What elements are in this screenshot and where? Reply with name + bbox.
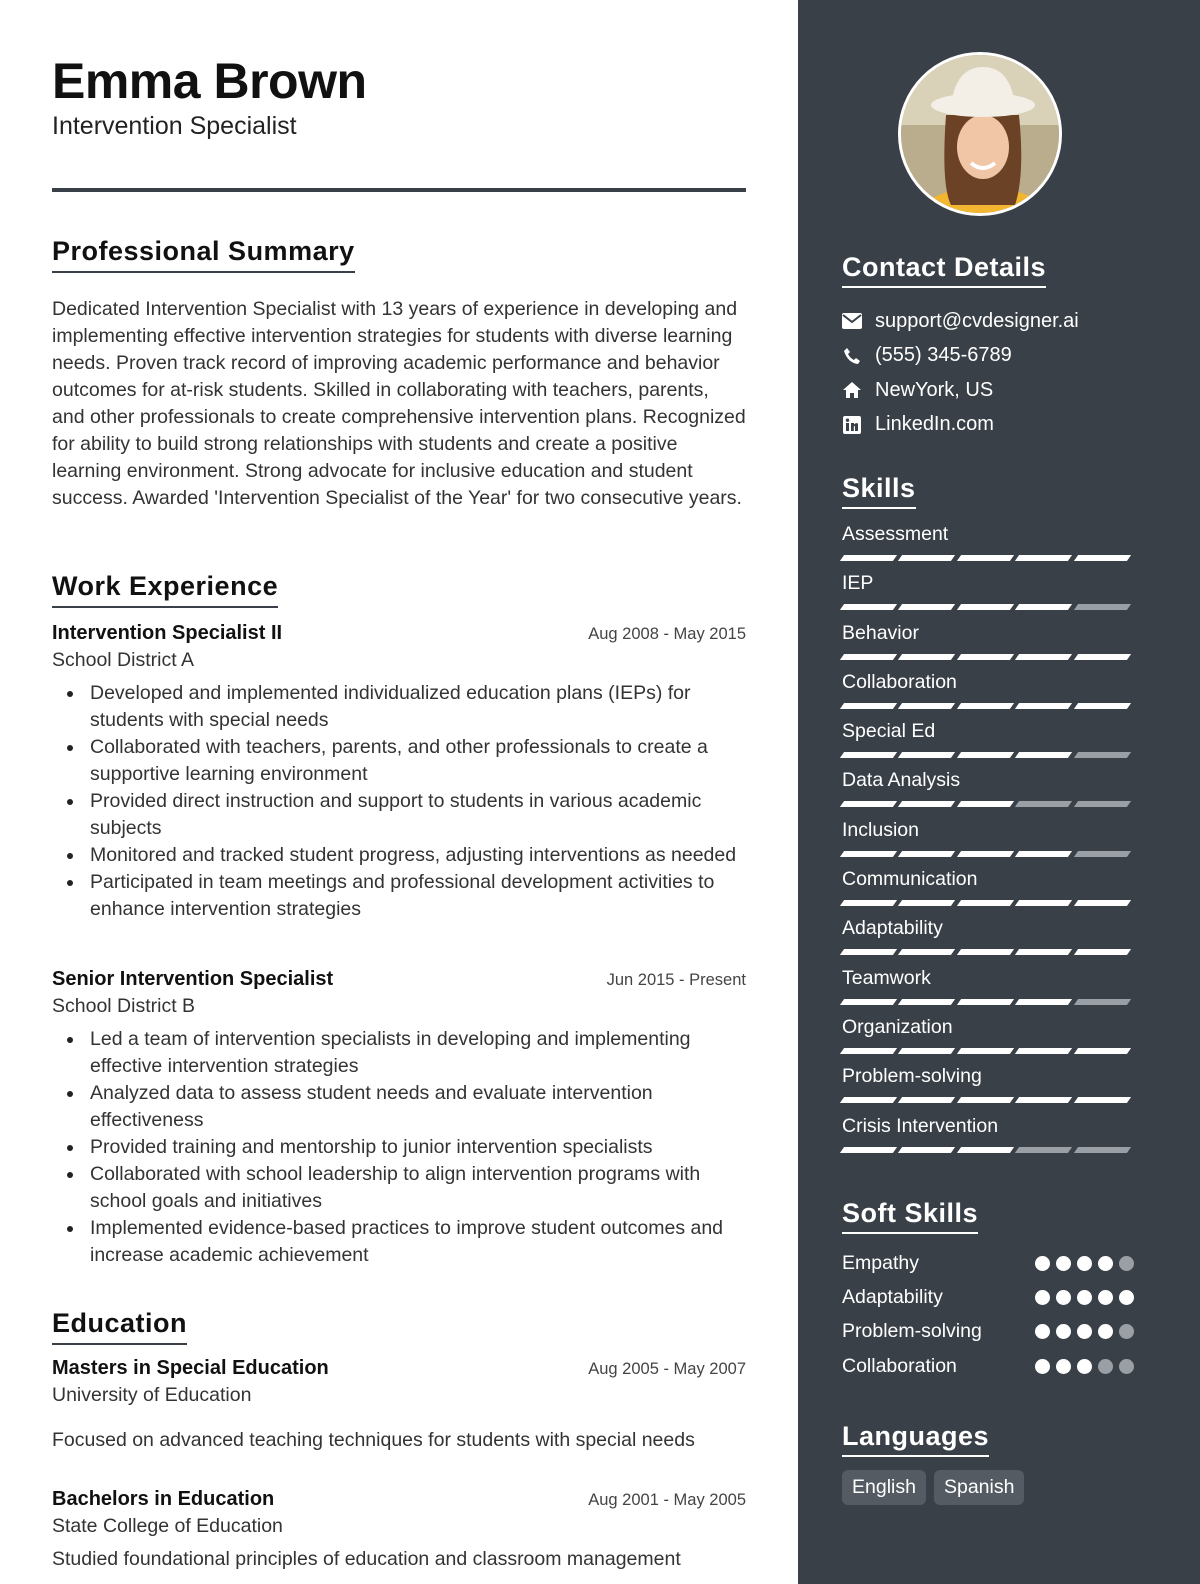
soft-skill-rating xyxy=(1029,1256,1134,1271)
skill-level-segment xyxy=(1074,851,1132,857)
contact-text: (555) 345-6789 xyxy=(875,344,1012,367)
skill-level-segment xyxy=(1074,555,1132,561)
skill-level-bar xyxy=(842,654,1134,660)
contact-location xyxy=(842,373,1079,408)
list-item: Provided training and mentorship to junior intervention specialists xyxy=(52,1134,746,1161)
profile-photo xyxy=(898,52,1062,216)
skill-level-segment xyxy=(840,604,898,610)
job-org: School District A xyxy=(52,649,194,671)
rating-dot xyxy=(1119,1324,1134,1339)
skill-item xyxy=(842,521,1134,570)
skill-level-segment xyxy=(957,703,1015,709)
skill-level-segment xyxy=(957,604,1015,610)
rating-dot xyxy=(1077,1256,1092,1271)
languages-list xyxy=(842,1470,1032,1505)
skill-level-bar xyxy=(842,555,1134,561)
skill-level-segment xyxy=(1015,604,1073,610)
job-title: Intervention Specialist II xyxy=(52,622,283,644)
skill-level-segment xyxy=(957,851,1015,857)
skill-level-bar xyxy=(842,752,1134,758)
rating-dot xyxy=(1056,1359,1071,1374)
rating-dot xyxy=(1077,1324,1092,1339)
rating-dot xyxy=(1119,1290,1134,1305)
skill-level-segment xyxy=(1015,752,1073,758)
skill-level-segment xyxy=(957,752,1015,758)
skill-level-segment xyxy=(898,654,956,660)
education-heading: Education xyxy=(52,1308,187,1345)
rating-dot xyxy=(1119,1359,1134,1374)
skill-item xyxy=(842,669,1134,718)
skill-level-segment xyxy=(957,801,1015,807)
contact-list xyxy=(842,304,1079,442)
rating-dot xyxy=(1035,1256,1050,1271)
job-org: School District B xyxy=(52,995,196,1017)
skill-level-segment xyxy=(898,801,956,807)
skill-item xyxy=(842,1063,1134,1112)
job-date: Aug 2008 - May 2015 xyxy=(588,625,746,643)
skill-item xyxy=(842,866,1134,915)
skill-item xyxy=(842,915,1134,964)
soft-skill-label: Problem-solving xyxy=(842,1320,982,1343)
skill-label: Assessment xyxy=(842,523,949,545)
skill-level-segment xyxy=(957,900,1015,906)
skill-level-segment xyxy=(898,999,956,1005)
education-entry xyxy=(52,1488,746,1571)
soft-skill-rating xyxy=(1029,1324,1134,1339)
contact-phone[interactable] xyxy=(842,339,1079,374)
education-desc: Focused on advanced teaching techniques for students with special needs xyxy=(52,1429,695,1451)
list-item: Provided direct instruction and support to students in various academic subjects xyxy=(52,788,746,842)
envelope-icon xyxy=(842,311,862,331)
skill-level-segment xyxy=(1074,949,1132,955)
skills-heading: Skills xyxy=(842,473,916,509)
soft-skill-item xyxy=(842,1315,1134,1349)
skill-level-segment xyxy=(1015,949,1073,955)
job-entry xyxy=(52,968,746,1269)
summary-text: Dedicated Intervention Specialist with 13 years of experience in developing and implementing effective intervention strategies for students with diverse learning needs. Proven track record of improving academic performance and behavior outcomes for at-risk students. Skilled in collaborating with teachers, parents, and other professionals to create comprehensive intervention plans. Recognized for ability to build strong relationships with students and create a positive learning environment. Strong advocate for inclusive education and student success. Awarded 'Intervention Specialist of the Year' for two consecutive years. xyxy=(52,298,746,509)
skill-level-segment xyxy=(898,1097,956,1103)
work-heading: Work Experience xyxy=(52,571,278,608)
skill-level-segment xyxy=(1074,604,1132,610)
skill-level-bar xyxy=(842,1147,1134,1153)
skill-item xyxy=(842,965,1134,1014)
skill-level-bar xyxy=(842,900,1134,906)
soft-skill-rating xyxy=(1029,1359,1134,1374)
skill-level-segment xyxy=(840,900,898,906)
degree-title: Masters in Special Education xyxy=(52,1357,329,1379)
linkedin-icon xyxy=(842,415,862,435)
skill-label: Teamwork xyxy=(842,966,931,989)
skill-level-segment xyxy=(1074,654,1132,660)
skill-level-bar xyxy=(842,703,1134,709)
rating-dot xyxy=(1119,1256,1134,1271)
candidate-role: Intervention Specialist xyxy=(52,112,297,140)
skill-label: Communication xyxy=(842,868,978,891)
languages-heading: Languages xyxy=(842,1421,989,1457)
summary-heading: Professional Summary xyxy=(52,236,355,273)
skill-level-segment xyxy=(957,999,1015,1005)
skill-level-segment xyxy=(1074,703,1132,709)
skill-level-bar xyxy=(842,999,1134,1005)
skill-level-segment xyxy=(1015,1147,1073,1153)
rating-dot xyxy=(1077,1359,1092,1374)
skill-label: IEP xyxy=(842,572,874,595)
skill-item xyxy=(842,817,1134,866)
skill-level-segment xyxy=(1074,1097,1132,1103)
rating-dot xyxy=(1098,1290,1113,1305)
list-item: Monitored and tracked student progress, adjusting interventions as needed xyxy=(52,842,746,869)
skill-level-segment xyxy=(1074,801,1132,807)
skill-level-segment xyxy=(898,752,956,758)
skill-level-segment xyxy=(1015,1048,1073,1054)
education-date: Aug 2001 - May 2005 xyxy=(588,1491,746,1509)
candidate-name: Emma Brown xyxy=(52,53,367,109)
skill-level-segment xyxy=(898,703,956,709)
skill-level-segment xyxy=(1015,1097,1073,1103)
skill-level-segment xyxy=(840,555,898,561)
skill-level-segment xyxy=(898,949,956,955)
skill-label: Special Ed xyxy=(842,720,936,743)
skill-level-segment xyxy=(1015,654,1073,660)
school-name: State College of Education xyxy=(52,1515,283,1537)
skills-list xyxy=(842,521,1134,1162)
skill-level-segment xyxy=(1074,1147,1132,1153)
skill-label: Problem-solving xyxy=(842,1065,982,1088)
education-entry xyxy=(52,1357,746,1452)
job-bullets xyxy=(52,680,746,923)
skill-level-segment xyxy=(1015,703,1073,709)
list-item: Collaborated with teachers, parents, and other professionals to create a supportive learning environment xyxy=(52,734,746,788)
list-item: Analyzed data to assess student needs and evaluate intervention effectiveness xyxy=(52,1080,746,1134)
list-item: Participated in team meetings and professional development activities to enhance intervention strategies xyxy=(52,869,746,923)
education-desc: Studied foundational principles of education and classroom management xyxy=(52,1548,681,1570)
rating-dot xyxy=(1098,1256,1113,1271)
skill-level-segment xyxy=(957,949,1015,955)
soft-skill-item xyxy=(842,1349,1134,1383)
skill-level-segment xyxy=(840,999,898,1005)
soft-skill-item xyxy=(842,1246,1134,1280)
list-item: Led a team of intervention specialists in developing and implementing effective intervention strategies xyxy=(52,1026,746,1080)
soft-skill-item xyxy=(842,1280,1134,1314)
skill-level-segment xyxy=(898,851,956,857)
skill-level-segment xyxy=(957,555,1015,561)
phone-icon xyxy=(842,346,862,366)
list-item: Developed and implemented individualized education plans (IEPs) for students with special needs xyxy=(52,680,746,734)
rating-dot xyxy=(1056,1324,1071,1339)
skill-label: Collaboration xyxy=(842,670,957,693)
rating-dot xyxy=(1056,1290,1071,1305)
skill-item xyxy=(842,718,1134,767)
skill-level-segment xyxy=(957,1048,1015,1054)
job-title: Senior Intervention Specialist xyxy=(52,968,334,990)
skill-level-segment xyxy=(1015,999,1073,1005)
skill-level-segment xyxy=(840,949,898,955)
skill-level-segment xyxy=(898,604,956,610)
degree-title: Bachelors in Education xyxy=(52,1488,275,1510)
rating-dot xyxy=(1035,1324,1050,1339)
rating-dot xyxy=(1077,1290,1092,1305)
contact-email[interactable] xyxy=(842,304,1079,339)
skill-label: Inclusion xyxy=(842,818,919,841)
rating-dot xyxy=(1035,1290,1050,1305)
skill-item xyxy=(842,767,1134,816)
contact-text: NewYork, US xyxy=(875,378,994,401)
skill-level-segment xyxy=(840,703,898,709)
skill-level-segment xyxy=(1015,900,1073,906)
contact-text: LinkedIn.com xyxy=(875,413,994,436)
portrait-illustration xyxy=(901,55,1062,216)
language-tag: English xyxy=(842,1470,926,1505)
skill-level-segment xyxy=(898,1147,956,1153)
home-icon xyxy=(842,380,862,400)
skill-item xyxy=(842,1113,1134,1162)
skill-level-segment xyxy=(957,1097,1015,1103)
skill-level-bar xyxy=(842,604,1134,610)
skill-level-segment xyxy=(898,900,956,906)
language-tag: Spanish xyxy=(934,1470,1024,1505)
skill-level-segment xyxy=(1074,752,1132,758)
skill-level-segment xyxy=(840,801,898,807)
skill-level-segment xyxy=(957,654,1015,660)
soft-skill-label: Empathy xyxy=(842,1251,919,1274)
rating-dot xyxy=(1098,1324,1113,1339)
soft-skills-list xyxy=(842,1246,1134,1383)
rating-dot xyxy=(1035,1359,1050,1374)
job-bullets xyxy=(52,1026,746,1269)
contact-linkedin[interactable] xyxy=(842,408,1079,443)
skill-level-bar xyxy=(842,851,1134,857)
skill-level-segment xyxy=(1074,999,1132,1005)
skill-level-segment xyxy=(840,851,898,857)
list-item: Implemented evidence-based practices to improve student outcomes and increase academic achievement xyxy=(52,1215,746,1269)
contact-heading: Contact Details xyxy=(842,252,1046,288)
skill-level-segment xyxy=(1015,555,1073,561)
skill-item xyxy=(842,570,1134,619)
school-name: University of Education xyxy=(52,1384,252,1406)
skill-level-segment xyxy=(898,555,956,561)
skill-level-segment xyxy=(1074,900,1132,906)
skill-level-segment xyxy=(1015,851,1073,857)
skill-level-bar xyxy=(842,801,1134,807)
skill-level-segment xyxy=(898,1048,956,1054)
list-item: Collaborated with school leadership to align intervention programs with school goals and initiatives xyxy=(52,1161,746,1215)
contact-text: support@cvdesigner.ai xyxy=(875,309,1079,332)
skill-level-segment xyxy=(840,1097,898,1103)
skill-label: Behavior xyxy=(842,621,919,644)
rating-dot xyxy=(1098,1359,1113,1374)
skill-level-segment xyxy=(1074,1048,1132,1054)
skill-level-segment xyxy=(1015,801,1073,807)
soft-skills-heading: Soft Skills xyxy=(842,1198,978,1234)
skill-item xyxy=(842,620,1134,669)
soft-skill-rating xyxy=(1029,1290,1134,1305)
skill-level-segment xyxy=(957,1147,1015,1153)
skill-level-segment xyxy=(840,654,898,660)
job-date: Jun 2015 - Present xyxy=(606,971,746,989)
job-entry xyxy=(52,622,746,923)
skill-level-bar xyxy=(842,1097,1134,1103)
skill-label: Crisis Intervention xyxy=(842,1114,999,1137)
skill-label: Data Analysis xyxy=(842,769,961,792)
skill-label: Organization xyxy=(842,1015,953,1038)
education-date: Aug 2005 - May 2007 xyxy=(588,1360,746,1378)
skill-level-bar xyxy=(842,1048,1134,1054)
skill-level-bar xyxy=(842,949,1134,955)
rating-dot xyxy=(1056,1256,1071,1271)
header-divider xyxy=(52,188,746,192)
skill-level-segment xyxy=(840,1147,898,1153)
soft-skill-label: Adaptability xyxy=(842,1285,943,1308)
skill-label: Adaptability xyxy=(842,917,943,940)
skill-level-segment xyxy=(840,752,898,758)
soft-skill-label: Collaboration xyxy=(842,1354,957,1377)
skill-item xyxy=(842,1014,1134,1063)
skill-level-segment xyxy=(840,1048,898,1054)
